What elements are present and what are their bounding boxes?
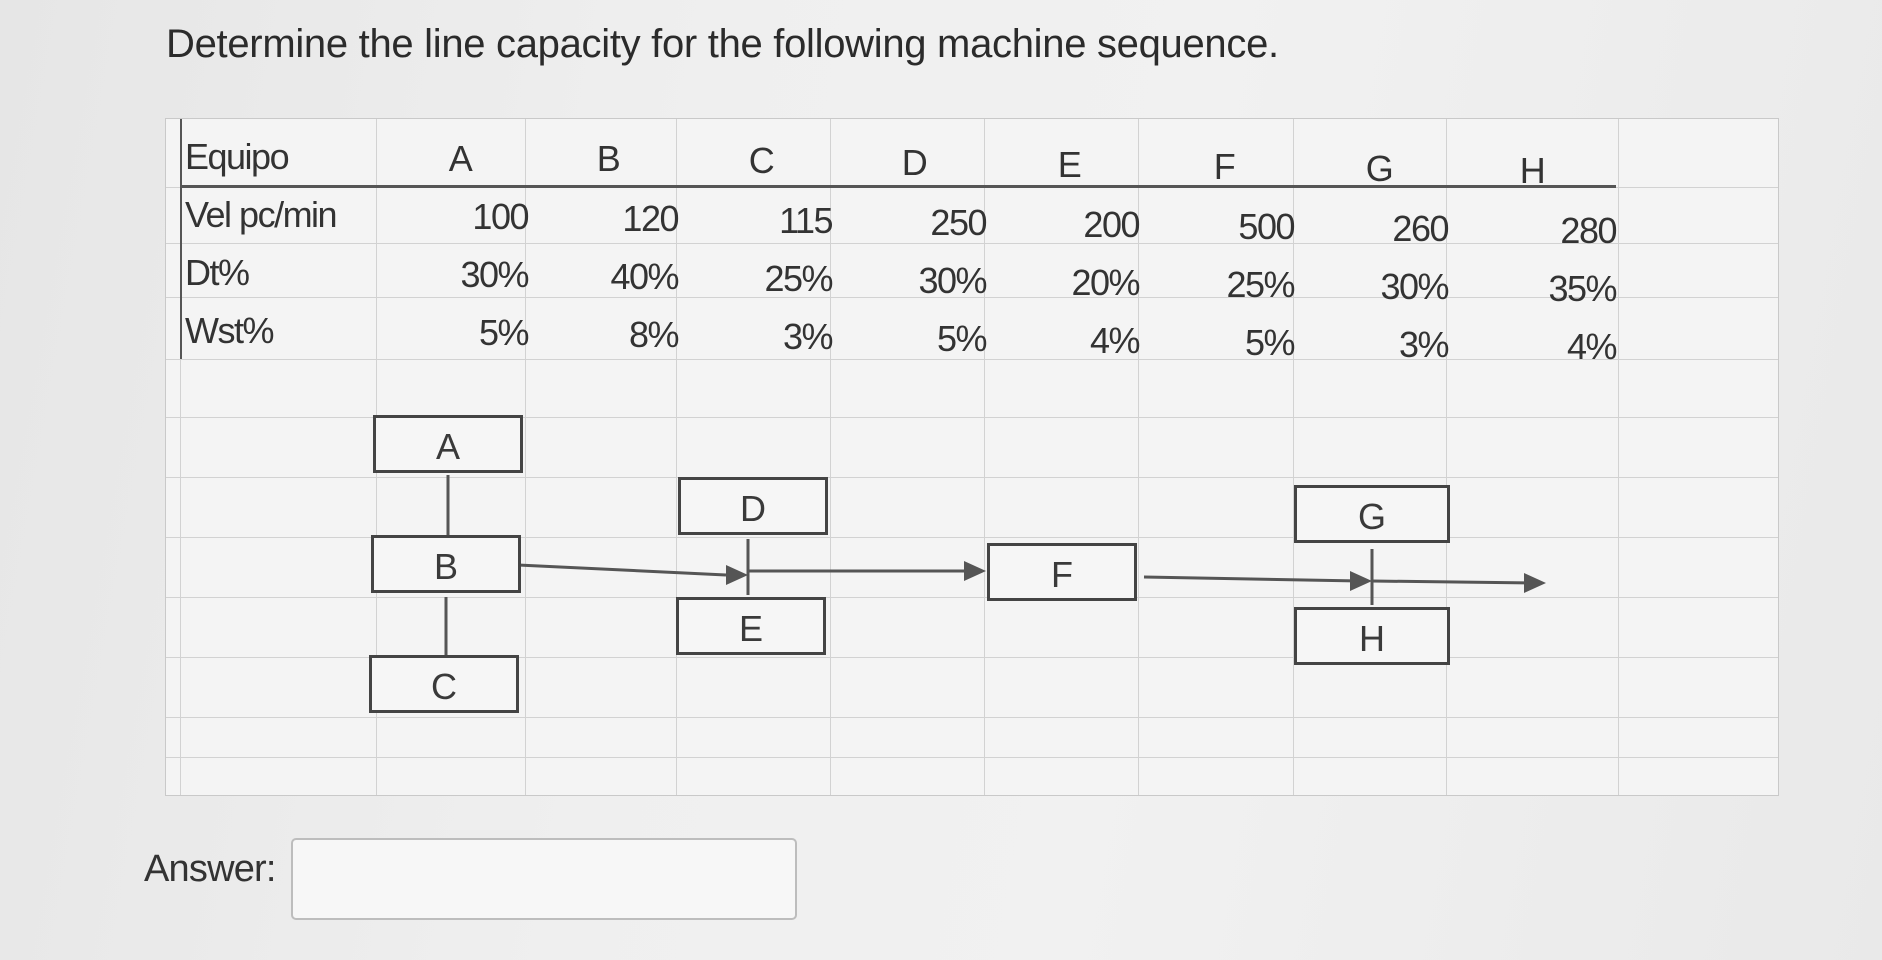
- table-cell: 5%: [478, 312, 528, 353]
- machine-box-e: E: [676, 597, 826, 655]
- table-cell: 4%: [1089, 320, 1139, 361]
- flow-line-b-de: [518, 565, 726, 575]
- column-header-d: D: [901, 142, 927, 183]
- arrow-head-icon: [964, 561, 986, 581]
- table-cell: 4%: [1566, 326, 1616, 367]
- machine-box-b: B: [371, 535, 521, 593]
- table-cell: 5%: [1244, 322, 1294, 363]
- column-header-h: H: [1519, 150, 1545, 191]
- machine-box-a: A: [373, 415, 523, 473]
- table-cell: 5%: [936, 318, 986, 359]
- answer-input[interactable]: [291, 838, 797, 920]
- row-label-downtime: Dt%: [185, 252, 249, 293]
- column-header-g: G: [1365, 148, 1393, 189]
- column-header-c: C: [748, 140, 774, 181]
- answer-label: Answer:: [144, 848, 276, 890]
- machine-box-f: F: [987, 543, 1137, 601]
- table-cell: 30%: [1380, 266, 1448, 307]
- column-header-e: E: [1057, 144, 1081, 185]
- arrow-head-icon: [1524, 573, 1546, 593]
- row-label-waste: Wst%: [185, 310, 273, 351]
- table-cell: 250: [930, 202, 986, 243]
- table-header-label: Equipo: [185, 136, 289, 177]
- table-cell: 260: [1392, 208, 1448, 249]
- table-cell: 40%: [610, 256, 678, 297]
- arrow-head-icon: [726, 565, 748, 585]
- table-cell: 30%: [460, 254, 528, 295]
- table-cell: 30%: [918, 260, 986, 301]
- table-cell: 115: [779, 200, 832, 241]
- machine-box-c: C: [369, 655, 519, 713]
- row-label-speed: Vel pc/min: [185, 194, 337, 235]
- machine-box-h: H: [1294, 607, 1450, 665]
- arrow-head-icon: [1350, 571, 1372, 591]
- table-cell: 35%: [1548, 268, 1616, 309]
- table-cell: 20%: [1071, 262, 1139, 303]
- table-cell: 120: [622, 198, 678, 239]
- table-cell: 280: [1560, 210, 1616, 251]
- column-header-f: F: [1213, 146, 1235, 187]
- table-cell: 8%: [628, 314, 678, 355]
- machine-box-g: G: [1294, 485, 1450, 543]
- table-cell: 500: [1238, 206, 1294, 247]
- table-cell: 200: [1083, 204, 1139, 245]
- flow-line-f-gh: [1144, 577, 1360, 581]
- question-text: Determine the line capacity for the following machine sequence.: [166, 22, 1279, 66]
- table-cell: 3%: [1398, 324, 1448, 365]
- table-cell: 25%: [1226, 264, 1294, 305]
- table-cell: 25%: [764, 258, 832, 299]
- column-header-a: A: [448, 138, 472, 179]
- table-cell: 3%: [782, 316, 832, 357]
- column-header-b: B: [596, 138, 620, 179]
- machine-box-d: D: [678, 477, 828, 535]
- spreadsheet-image: [165, 118, 1779, 796]
- table-cell: 100: [472, 196, 528, 237]
- flow-line-out: [1372, 581, 1536, 583]
